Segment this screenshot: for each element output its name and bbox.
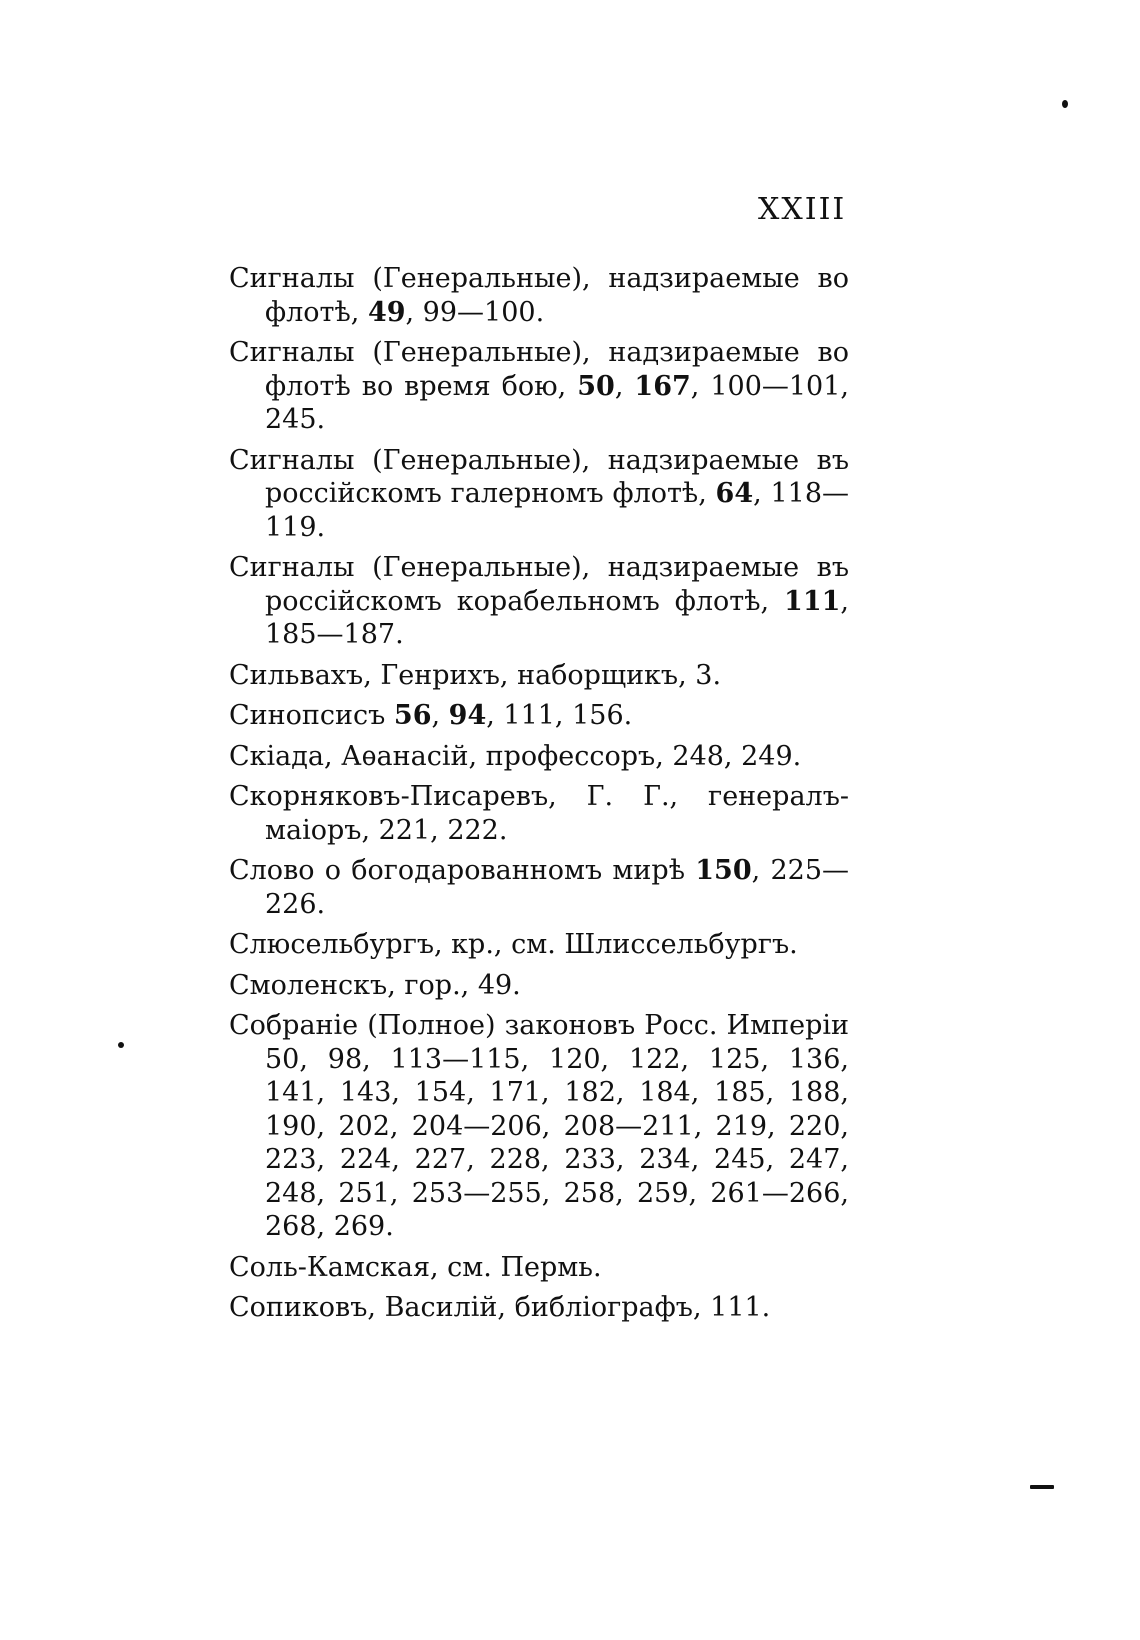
page-reference-bold: 64: [715, 478, 754, 509]
index-entry: [229, 659, 849, 693]
index-entry: [229, 444, 849, 545]
entry-text: , 100—101, 245.: [265, 370, 849, 435]
index-entry: [229, 1291, 849, 1325]
entry-text: Сигналы (Генеральные), надзираемые во флотѣ,: [229, 263, 849, 328]
entry-text: Собраніе (Полное) законовъ Росс. Имперіи 50, 98, 113—115, 120, 122, 125, 136, 141, 143, 154, 171, 182, 184, 185, 188, 190, 202, 204—206, 208—211, 219, 220, 223, 224, 227, 228, 233, 234, 245, 247, 248, 251, 253—255, 258, 259, 261—266, 268, 269.: [229, 1010, 849, 1242]
index-entry: [229, 551, 849, 652]
entry-text: , 225—226.: [265, 855, 849, 920]
page-number: XXIII: [758, 192, 847, 227]
index-entry: [229, 854, 849, 921]
index-entry: [229, 780, 849, 847]
scan-speck: [118, 1042, 124, 1048]
entry-text: Скіада, Аѳанасій, профессоръ, 248, 249.: [229, 740, 802, 772]
entry-text: ,: [614, 370, 635, 402]
entry-text: Сигналы (Генеральные), надзираемые въ россійскомъ корабельномъ флотѣ,: [229, 552, 849, 617]
index-list: [229, 262, 849, 1332]
entry-text: Сильвахъ, Генрихъ, наборщикъ, 3.: [229, 659, 722, 691]
page-reference-bold: 50: [577, 370, 615, 402]
entry-text: Скорняковъ-Писаревъ, Г. Г., генералъ-маіоръ, 221, 222.: [229, 781, 849, 846]
entry-text: Соль-Камская, см. Пермь.: [229, 1251, 602, 1283]
index-entry: [229, 1251, 849, 1285]
entry-text: Сопиковъ, Василій, библіографъ, 111.: [229, 1292, 771, 1323]
page-reference-bold: 94: [448, 700, 487, 731]
entry-text: ,: [431, 700, 449, 731]
entry-text: , 99—100.: [405, 296, 545, 328]
index-entry: [229, 336, 849, 437]
page-reference-bold: 167: [634, 370, 691, 402]
entry-text: Синопсисъ: [229, 700, 394, 731]
index-entry: [229, 928, 849, 962]
entry-text: Смоленскъ, гор., 49.: [229, 969, 521, 1001]
index-entry: [229, 1009, 849, 1244]
entry-text: Слюсельбургъ, кр., см. Шлиссельбургъ.: [229, 929, 798, 960]
page-reference-bold: 111: [784, 585, 841, 617]
entry-text: , 118—119.: [265, 478, 849, 543]
index-entry: [229, 262, 849, 329]
page-reference-bold: 49: [367, 296, 406, 328]
scan-speck: [1062, 100, 1068, 108]
entry-text: Сигналы (Генеральные), надзираемые во флотѣ во время бою,: [229, 337, 849, 402]
entry-text: Слово о богодарованномъ мирѣ: [229, 855, 696, 886]
entry-text: Сигналы (Генеральные), надзираемые въ россійскомъ галерномъ флотѣ,: [229, 444, 849, 509]
entry-text: , 185—187.: [265, 585, 849, 650]
page-reference-bold: 150: [695, 855, 752, 886]
index-entry: [229, 699, 849, 733]
page-reference-bold: 56: [393, 700, 432, 731]
entry-text: , 111, 156.: [486, 700, 633, 731]
index-entry: [229, 740, 849, 774]
index-entry: [229, 969, 849, 1003]
scan-speck: [1030, 1485, 1054, 1489]
